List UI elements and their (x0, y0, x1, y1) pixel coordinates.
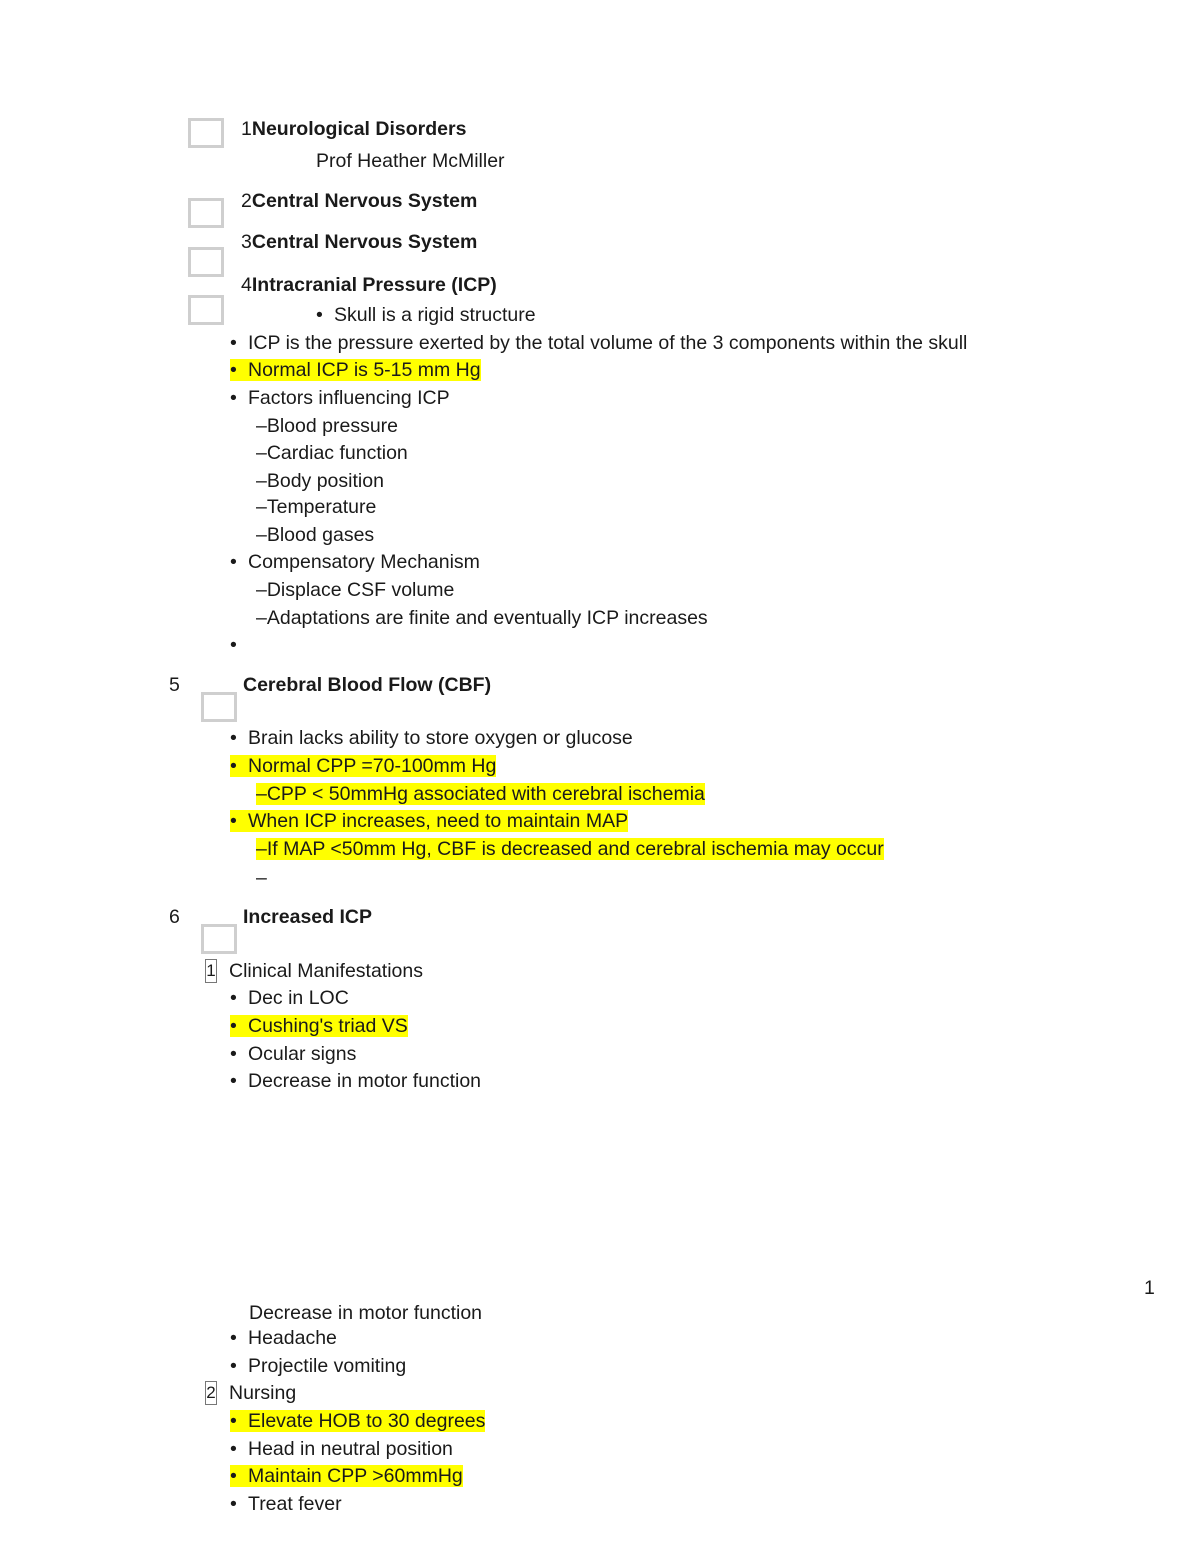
bullet-text: Maintain CPP >60mmHg (248, 1465, 463, 1487)
bullet-text: Normal ICP is 5-15 mm Hg (248, 359, 481, 381)
bullet-item-highlighted (230, 754, 496, 778)
bullet-text: Skull is a rigid structure (334, 304, 536, 326)
bullet-mark: • (230, 810, 237, 832)
slide-title: Central Nervous System (251, 190, 478, 212)
numbered-heading (205, 1381, 296, 1405)
sub-bullet-item: –Cardiac function (256, 442, 408, 464)
bullet-text: When ICP increases, need to maintain MAP (248, 810, 629, 832)
bullet-text: Headache (248, 1327, 337, 1349)
sub-bullet-item: –Blood pressure (256, 415, 399, 437)
slide-5-title: Cerebral Blood Flow (CBF) (243, 674, 492, 696)
numbered-heading-text: Nursing (229, 1382, 297, 1404)
numbered-heading (205, 959, 423, 983)
bullet-mark: • (230, 1355, 237, 1377)
bullet-text: Decrease in motor function (248, 1070, 482, 1092)
bullet-item-highlighted (230, 809, 628, 833)
slide-6-thumbnail[interactable] (201, 924, 237, 954)
sub-bullet-text: –If MAP <50mm Hg, CBF is decreased and cerebral ischemia may occur (256, 838, 884, 860)
list-number-box: 2 (205, 1381, 217, 1405)
slide-number: 3 (241, 231, 252, 253)
bullet-mark: • (230, 755, 237, 777)
bullet-item (230, 726, 633, 750)
bullet-mark: • (230, 987, 237, 1009)
empty-bullet (230, 633, 248, 657)
bullet-item (230, 550, 480, 574)
bullet-mark: • (230, 1493, 237, 1515)
bullet-mark: • (230, 1465, 237, 1487)
slide-number: 2 (241, 190, 252, 212)
slide-3-thumbnail[interactable] (188, 247, 224, 277)
sub-bullet-item: – (256, 867, 267, 889)
bullet-mark: • (230, 1410, 237, 1432)
slide-title: Intracranial Pressure (ICP) (251, 274, 497, 296)
slide-number: 4 (241, 274, 252, 296)
bullet-mark: • (230, 1043, 237, 1065)
bullet-item-highlighted (230, 1014, 408, 1038)
list-number-box: 1 (205, 959, 217, 983)
bullet-text: Cushing's triad VS (248, 1015, 408, 1037)
bullet-item (230, 1326, 337, 1350)
sub-bullet-item-highlighted (256, 837, 884, 861)
continued-text: Decrease in motor function (249, 1302, 483, 1324)
bullet-text: Normal CPP =70-100mm Hg (248, 755, 497, 777)
bullet-mark: • (230, 1438, 237, 1460)
numbered-heading-text: Clinical Manifestations (229, 960, 424, 982)
slide-number: 5 (169, 674, 180, 696)
sub-bullet-item: –Blood gases (256, 524, 375, 546)
sub-bullet-item: –Displace CSF volume (256, 579, 455, 601)
bullet-item (230, 1437, 453, 1461)
bullet-mark: • (230, 359, 237, 381)
slide-6-title: Increased ICP (243, 906, 372, 928)
bullet-mark: • (230, 332, 237, 354)
bullet-item (230, 386, 450, 410)
bullet-mark: • (230, 1327, 237, 1349)
bullet-text: Treat fever (248, 1493, 342, 1515)
bullet-item (230, 331, 967, 355)
bullet-text: Brain lacks ability to store oxygen or glucose (248, 727, 633, 749)
page-number: 1 (1144, 1277, 1155, 1299)
sub-bullet-item-highlighted (256, 782, 705, 806)
slide-title: Central Nervous System (251, 231, 478, 253)
bullet-text: Ocular signs (248, 1043, 357, 1065)
bullet-text: Factors influencing ICP (248, 387, 450, 409)
sub-bullet-item: –Temperature (256, 496, 377, 518)
sub-bullet-item: –Adaptations are finite and eventually ICP increases (256, 607, 708, 629)
bullet-item (230, 1354, 406, 1378)
slide-number: 1 (241, 118, 252, 140)
bullet-item (316, 303, 536, 327)
bullet-item-highlighted (230, 1464, 463, 1488)
slide-2-heading (241, 189, 477, 213)
bullet-mark: • (230, 1070, 237, 1092)
bullet-text: Compensatory Mechanism (248, 551, 480, 573)
bullet-item (230, 1069, 481, 1093)
bullet-text: Head in neutral position (248, 1438, 453, 1460)
bullet-mark: • (316, 304, 323, 326)
slide-1-subtitle: Prof Heather McMiller (316, 150, 505, 172)
sub-bullet-text: –CPP < 50mmHg associated with cerebral ischemia (256, 783, 705, 805)
bullet-mark: • (230, 1015, 237, 1037)
slide-5-thumbnail[interactable] (201, 692, 237, 722)
bullet-mark: • (230, 634, 237, 656)
bullet-item (230, 1492, 342, 1516)
bullet-text: Elevate HOB to 30 degrees (248, 1410, 486, 1432)
slide-4-thumbnail[interactable] (188, 295, 224, 325)
slide-1-heading (241, 117, 466, 141)
bullet-mark: • (230, 727, 237, 749)
slide-1-thumbnail[interactable] (188, 118, 224, 148)
sub-bullet-item: –Body position (256, 470, 384, 492)
bullet-mark: • (230, 387, 237, 409)
bullet-mark: • (230, 551, 237, 573)
bullet-text: Projectile vomiting (248, 1355, 407, 1377)
slide-title: Neurological Disorders (251, 118, 467, 140)
bullet-text: ICP is the pressure exerted by the total volume of the 3 components within the skull (248, 332, 968, 354)
bullet-item (230, 986, 349, 1010)
slide-number: 6 (169, 906, 180, 928)
bullet-item-highlighted (230, 1409, 485, 1433)
slide-4-heading (241, 273, 497, 297)
slide-2-thumbnail[interactable] (188, 198, 224, 228)
slide-3-heading (241, 230, 477, 254)
bullet-text: Dec in LOC (248, 987, 349, 1009)
bullet-item (230, 1042, 356, 1066)
bullet-item-highlighted (230, 358, 481, 382)
